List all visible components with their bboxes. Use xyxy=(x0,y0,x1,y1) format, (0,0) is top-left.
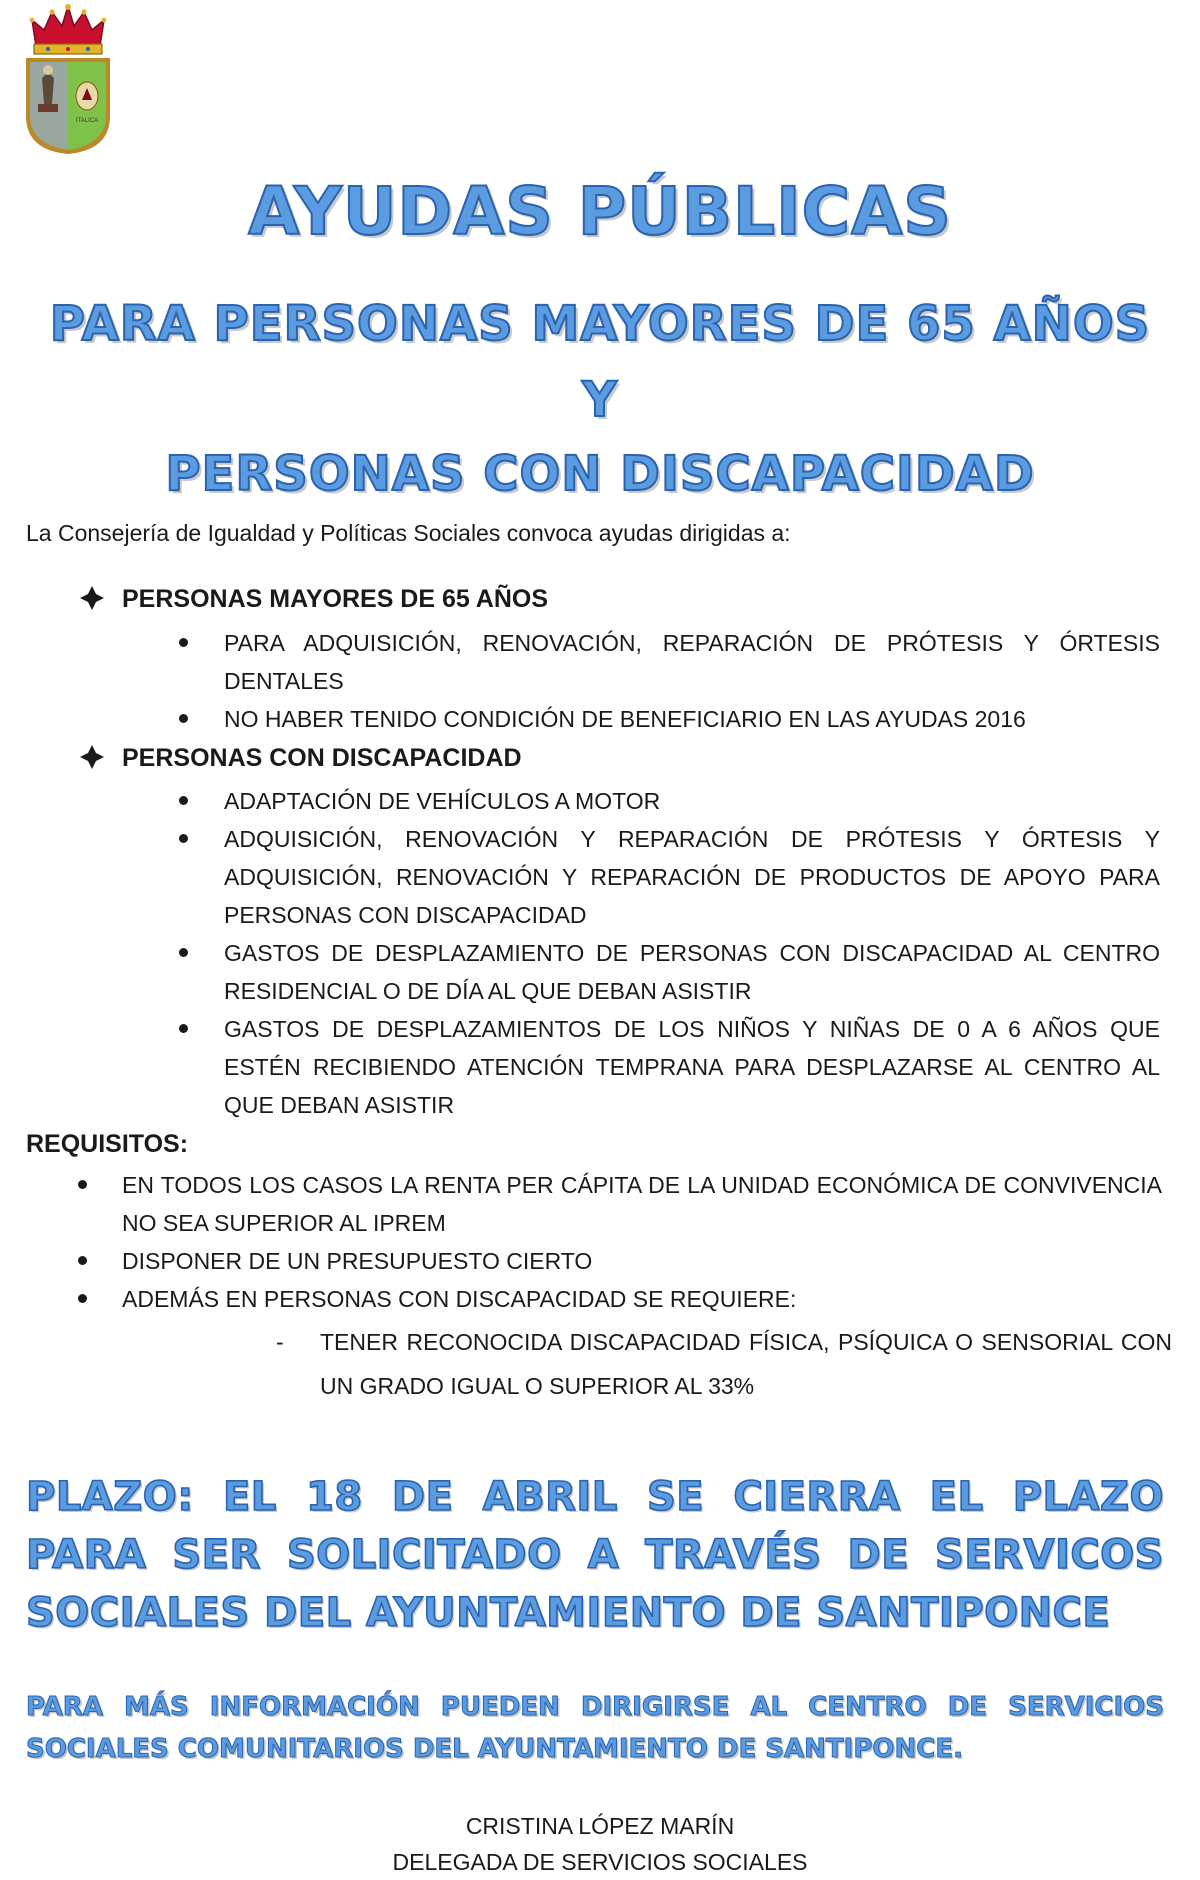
list-item xyxy=(122,1242,1162,1280)
group-heading-discapacidad xyxy=(78,742,522,774)
list-item-text: GASTOS DE DESPLAZAMIENTOS DE LOS NIÑOS Y NIÑAS DE 0 A 6 AÑOS QUE ESTÉN RECIBIENDO ATENCIÓN TEMPRANA PARA DESPLAZARSE AL CENTRO AL QUE DEBAN ASISTIR xyxy=(224,1016,1160,1118)
list-item xyxy=(224,782,1160,820)
subtitle-line-2: Y xyxy=(582,372,618,428)
list-item-text: GASTOS DE DESPLAZAMIENTO DE PERSONAS CON DISCAPACIDAD AL CENTRO RESIDENCIAL O DE DÍA AL QUE DEBAN ASISTIR xyxy=(224,940,1160,1004)
list-discapacidad xyxy=(224,782,1160,1124)
crest-motto: ITALICA xyxy=(75,118,99,124)
deadline-notice: PLAZO: EL 18 DE ABRIL SE CIERRA EL PLAZO PARA SER SOLICITADO A TRAVÉS DE SERVICOS SOCIALES DEL AYUNTAMIENTO DE SANTIPONCE xyxy=(26,1474,1164,1636)
bullet-icon xyxy=(179,834,188,843)
list-item xyxy=(224,820,1160,934)
list-mayores xyxy=(224,624,1160,738)
sub-requirement xyxy=(276,1320,1172,1408)
group-heading-label: PERSONAS CON DISCAPACIDAD xyxy=(122,744,522,772)
intro-text: La Consejería de Igualdad y Políticas Sociales convoca ayudas dirigidas a: xyxy=(26,520,791,546)
bullet-icon xyxy=(78,1256,87,1265)
signature-name: CRISTINA LÓPEZ MARÍN xyxy=(465,1813,735,1839)
bullet-icon xyxy=(179,1024,188,1033)
diamond-bullet-icon xyxy=(78,743,106,771)
bullet-icon xyxy=(179,796,188,805)
diamond-bullet-icon xyxy=(78,584,106,612)
page-title: AYUDAS PÚBLICAS xyxy=(248,173,952,250)
list-item-text: ADQUISICIÓN, RENOVACIÓN Y REPARACIÓN DE PRÓTESIS Y ÓRTESIS Y ADQUISICIÓN, RENOVACIÓN Y REPARACIÓN DE PRODUCTOS DE APOYO PARA PERSONAS CON DISCAPACIDAD xyxy=(224,826,1160,928)
list-item xyxy=(224,700,1160,738)
list-item xyxy=(224,624,1160,700)
more-info-notice: PARA MÁS INFORMACIÓN PUEDEN DIRIGIRSE AL CENTRO DE SERVICIOS SOCIALES COMUNITARIOS DEL AYUNTAMIENTO DE SANTIPONCE. xyxy=(26,1692,1164,1764)
bullet-icon xyxy=(78,1180,87,1189)
dash-marker: - xyxy=(276,1329,284,1355)
bullet-icon xyxy=(179,714,188,723)
list-item-text: DISPONER DE UN PRESUPUESTO CIERTO xyxy=(122,1248,593,1274)
subtitle-line-3: PERSONAS CON DISCAPACIDAD xyxy=(165,446,1035,502)
signature-role: DELEGADA DE SERVICIOS SOCIALES xyxy=(392,1849,808,1875)
municipal-crest xyxy=(22,4,114,156)
list-item xyxy=(224,1010,1160,1124)
bullet-icon xyxy=(179,948,188,957)
requirements-heading: REQUISITOS: xyxy=(26,1130,189,1158)
bullet-icon xyxy=(179,638,188,647)
subtitle-line-1: PARA PERSONAS MAYORES DE 65 AÑOS xyxy=(49,296,1151,352)
crown-icon xyxy=(30,4,107,54)
list-item-text: ADEMÁS EN PERSONAS CON DISCAPACIDAD SE REQUIERE: xyxy=(122,1286,797,1312)
group-heading-label: PERSONAS MAYORES DE 65 AÑOS xyxy=(122,585,549,613)
group-heading-mayores xyxy=(78,583,548,615)
shield-icon xyxy=(26,58,110,154)
list-item-text: ADAPTACIÓN DE VEHÍCULOS A MOTOR xyxy=(224,788,661,814)
list-item xyxy=(122,1280,1162,1318)
list-item xyxy=(224,934,1160,1010)
sub-requirement-text: TENER RECONOCIDA DISCAPACIDAD FÍSICA, PSÍQUICA O SENSORIAL CON UN GRADO IGUAL O SUPERIOR AL 33% xyxy=(320,1329,1172,1399)
list-requirements xyxy=(122,1166,1162,1318)
list-item-text: NO HABER TENIDO CONDICIÓN DE BENEFICIARIO EN LAS AYUDAS 2016 xyxy=(224,706,1026,732)
list-item-text: PARA ADQUISICIÓN, RENOVACIÓN, REPARACIÓN DE PRÓTESIS Y ÓRTESIS DENTALES xyxy=(224,630,1160,694)
list-item xyxy=(122,1166,1162,1242)
bullet-icon xyxy=(78,1294,87,1303)
list-item-text: EN TODOS LOS CASOS LA RENTA PER CÁPITA DE LA UNIDAD ECONÓMICA DE CONVIVENCIA NO SEA SUPERIOR AL IPREM xyxy=(122,1172,1162,1236)
